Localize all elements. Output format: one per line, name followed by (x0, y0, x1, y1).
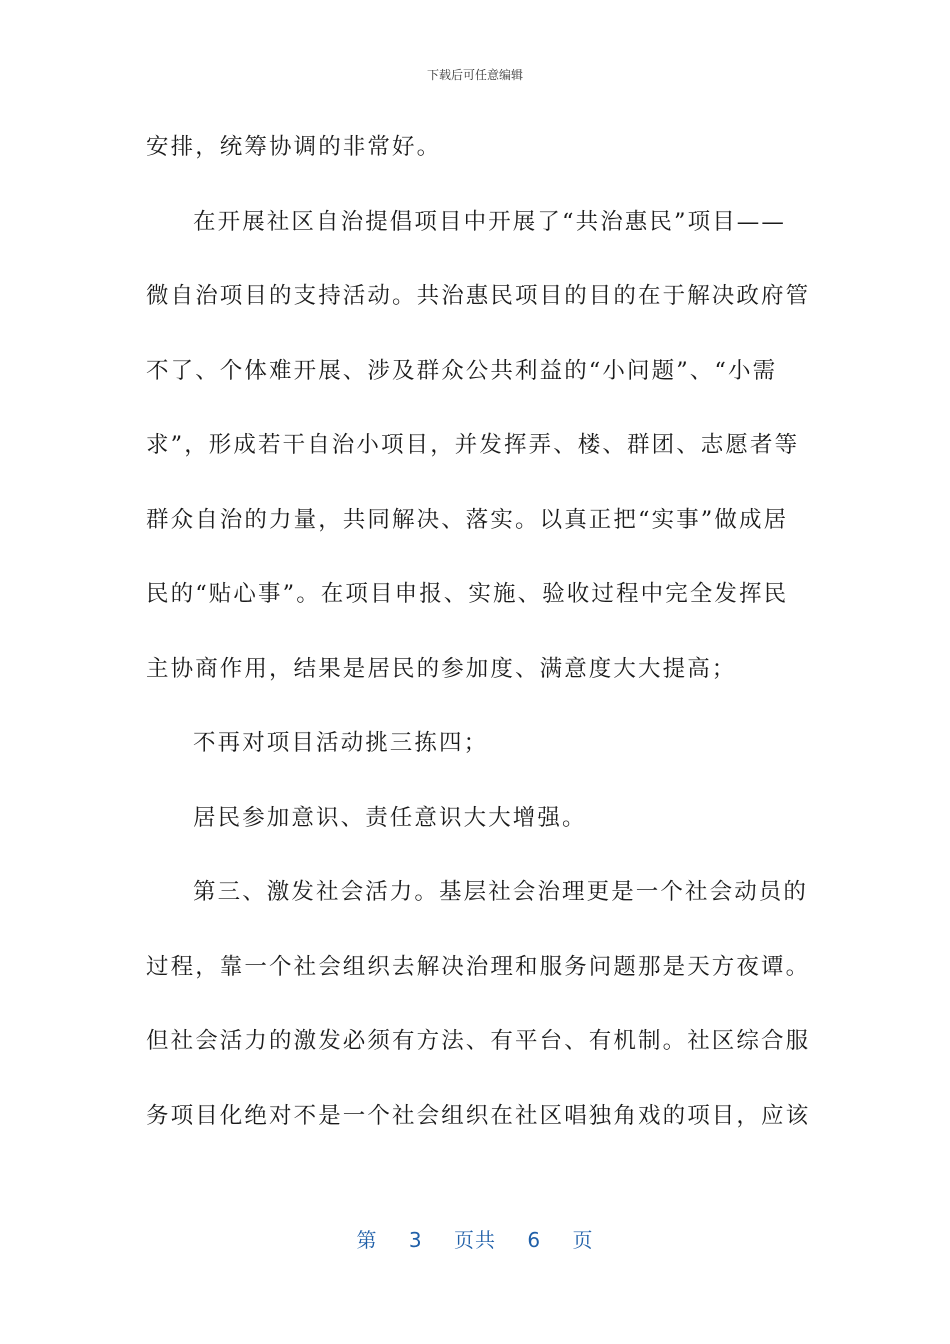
paragraph-line: 主协商作用，结果是居民的参加度、满意度大大提高； (146, 655, 737, 682)
paragraph-line: 求”，形成若干自治小项目，并发挥弄、楼、群团、志愿者等 (146, 432, 800, 458)
paragraph-line: 在开展社区自治提倡项目中开展了“共治惠民”项目—— (193, 208, 787, 235)
page-label-middle: 页共 (454, 1228, 496, 1252)
page-footer (0, 1224, 950, 1253)
paragraph-line: 微自治项目的支持活动。共治惠民项目的目的在于解决政府管 (146, 283, 811, 309)
page-header: 下载后可任意编辑 (426, 68, 523, 82)
document-body (146, 122, 811, 1165)
paragraph-line: 居民参加意识、责任意识大大增强。 (193, 804, 587, 831)
paragraph-line: 不了、个体难开展、涉及群众公共利益的“小问题”、“小需 (146, 357, 778, 384)
paragraph-line: 第三、激发社会活力。基层社会治理更是一个社会动员的 (193, 879, 809, 905)
page-label-prefix: 第 (356, 1228, 378, 1252)
paragraph-line: 务项目化绝对不是一个社会组织在社区唱独角戏的项目，应该 (146, 1102, 811, 1129)
paragraph-line: 不再对项目活动挑三拣四； (193, 730, 489, 756)
paragraph-line: 过程，靠一个社会组织去解决治理和服务问题那是天方夜谭。 (146, 953, 811, 980)
paragraph-line: 但社会活力的激发必须有方法、有平台、有机制。社区综合服 (146, 1028, 811, 1054)
paragraph-line: 群众自治的力量，共同解决、落实。以真正把“实事”做成居 (146, 506, 789, 533)
paragraph-line: 民的“贴心事”。在项目申报、实施、验收过程中完全发挥民 (146, 581, 789, 607)
paragraph-line: 安排，统筹协调的非常好。 (146, 134, 442, 160)
current-page-number: 3 (408, 1228, 423, 1252)
total-pages-number: 6 (527, 1228, 542, 1252)
page-label-suffix: 页 (572, 1228, 594, 1252)
